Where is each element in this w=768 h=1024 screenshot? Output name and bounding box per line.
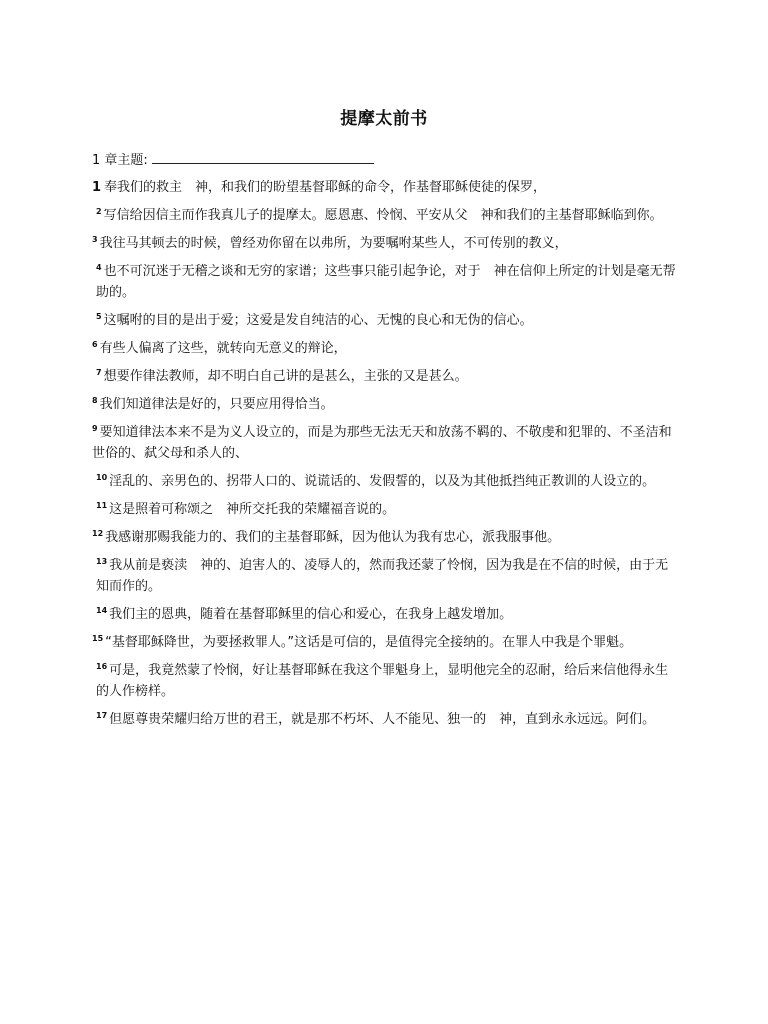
verse-text: “基督耶稣降世，为要拯救罪人。”这话是可信的，是值得完全接纳的。在罪人中我是个罪魁。 — [105, 635, 633, 650]
verse-number: 4 — [96, 263, 102, 272]
verse-9 — [92, 422, 676, 464]
verse-6 — [92, 338, 676, 359]
verse-text: 这是照着可称颂之 神所交托我的荣耀福音说的。 — [109, 502, 396, 517]
verse-text: 有些人偏离了这些，就转向无意义的辩论， — [99, 341, 347, 356]
verse-number: 14 — [96, 606, 108, 615]
verse-17 — [92, 709, 676, 730]
verse-number: 16 — [96, 662, 108, 671]
chapter-theme-line — [92, 151, 676, 170]
verse-number: 7 — [96, 368, 102, 377]
verse-11 — [92, 499, 676, 520]
verse-12 — [92, 527, 676, 548]
page-title: 提摩太前书 — [340, 109, 428, 129]
verse-text: 也不可沉迷于无稽之谈和无穷的家谱；这些事只能引起争论，对于 神在信仰上所定的计划是毫无帮助的。 — [96, 264, 676, 300]
verse-number: 8 — [92, 396, 98, 405]
verse-number: 1 — [92, 180, 102, 195]
verse-10 — [92, 471, 676, 492]
verse-number: 12 — [92, 529, 104, 538]
verse-3 — [92, 233, 676, 254]
verse-number: 15 — [92, 634, 104, 643]
verse-number: 11 — [96, 501, 108, 510]
verse-number: 10 — [96, 473, 108, 482]
verse-text: 这嘱咐的目的是出于爱；这爱是发自纯洁的心、无愧的良心和无伪的信心。 — [103, 313, 533, 328]
verse-text: 我感谢那赐我能力的、我们的主基督耶稣，因为他认为我有忠心，派我服事他。 — [105, 530, 561, 545]
verse-number: 13 — [96, 557, 108, 566]
document-page — [92, 104, 676, 737]
verse-text: 想要作律法教师，却不明白自己讲的是甚么，主张的又是甚么。 — [103, 369, 468, 384]
verse-text: 我们知道律法是好的，只要应用得恰当。 — [99, 397, 334, 412]
verse-number: 2 — [96, 207, 102, 216]
verse-text: 我从前是亵渎 神的、迫害人的、凌辱人的，然而我还蒙了怜悯，因为我是在不信的时候，由于无知而作的。 — [96, 558, 669, 594]
verse-number: 6 — [92, 340, 98, 349]
verse-text: 奉我们的救主 神，和我们的盼望基督耶稣的命令，作基督耶稣使徒的保罗， — [104, 180, 547, 195]
chapter-theme-label: 1 章主题: — [92, 153, 152, 168]
verse-16 — [92, 660, 676, 702]
verse-number: 5 — [96, 312, 102, 321]
chapter-theme-blank — [152, 151, 374, 164]
verse-text: 淫乱的、亲男色的、拐带人口的、说谎话的、发假誓的，以及为其他抵挡纯正教训的人设立的。 — [109, 474, 656, 489]
verse-7 — [92, 366, 676, 387]
verse-number: 3 — [92, 235, 98, 244]
verse-15 — [92, 632, 676, 653]
verse-number: 9 — [92, 424, 98, 433]
verse-number: 17 — [96, 711, 108, 720]
verse-text: 写信给因信主而作我真儿子的提摩太。愿恩惠、怜悯、平安从父 神和我们的主基督耶稣临到你。 — [103, 208, 663, 223]
verse-text: 我们主的恩典，随着在基督耶稣里的信心和爱心，在我身上越发增加。 — [109, 607, 513, 622]
verse-1 — [92, 177, 676, 198]
verse-2 — [92, 205, 676, 226]
verse-4 — [92, 261, 676, 303]
verse-text: 要知道律法本来不是为义人设立的，而是为那些无法无天和放荡不羁的、不敬虔和犯罪的、不圣洁和世俗的、弑父母和杀人的、 — [92, 425, 672, 461]
verse-13 — [92, 555, 676, 597]
verse-8 — [92, 394, 676, 415]
verse-text: 但愿尊贵荣耀归给万世的君王，就是那不朽坏、人不能见、独一的 神，直到永永远远。阿们。 — [109, 712, 656, 727]
verse-5 — [92, 310, 676, 331]
verse-14 — [92, 604, 676, 625]
verse-text: 我往马其顿去的时候，曾经劝你留在以弗所，为要嘱咐某些人，不可传别的教义， — [99, 236, 568, 251]
verse-text: 可是，我竟然蒙了怜悯，好让基督耶稣在我这个罪魁身上，显明他完全的忍耐，给后来信他得永生的人作榜样。 — [96, 663, 669, 699]
